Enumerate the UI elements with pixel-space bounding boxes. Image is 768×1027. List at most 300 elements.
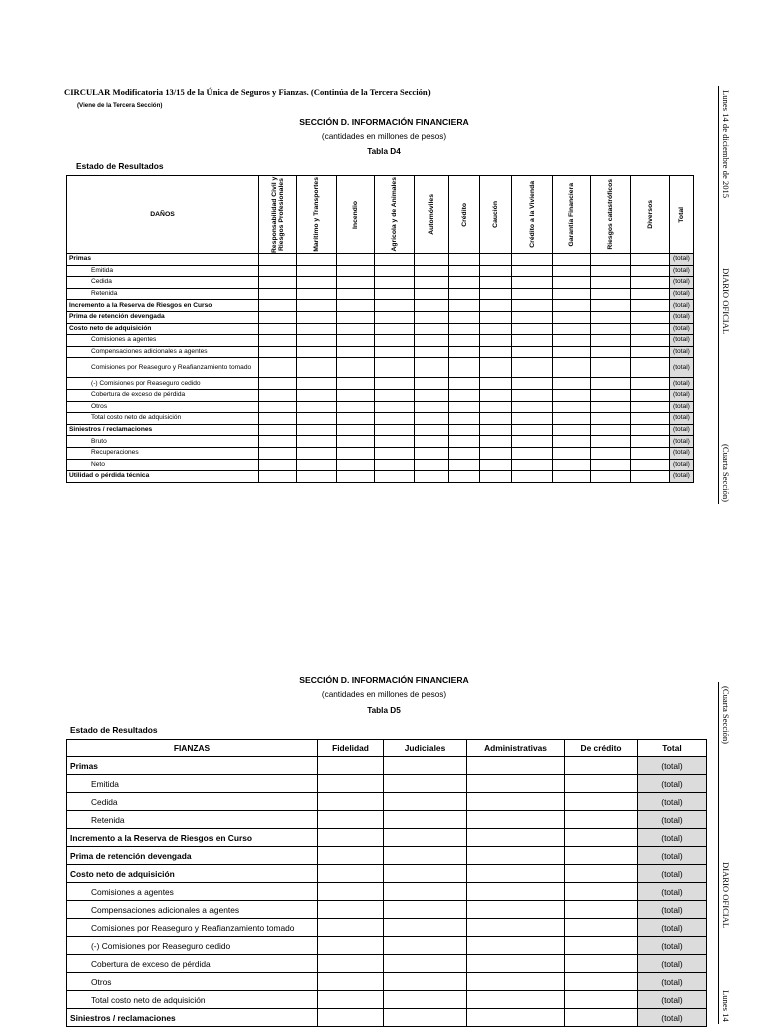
- d4-column-label: Incendio: [352, 200, 359, 229]
- side-date-bottom: Lunes 14: [721, 990, 731, 1022]
- value-cell[interactable]: [259, 378, 297, 390]
- value-cell[interactable]: [415, 447, 449, 459]
- value-cell[interactable]: [375, 401, 415, 413]
- value-cell[interactable]: [449, 459, 480, 471]
- value-cell[interactable]: [415, 413, 449, 425]
- value-cell[interactable]: [415, 300, 449, 312]
- value-cell[interactable]: [591, 277, 631, 289]
- value-cell[interactable]: [553, 288, 591, 300]
- value-cell[interactable]: [449, 346, 480, 358]
- value-cell[interactable]: [337, 335, 375, 347]
- value-cell[interactable]: [591, 300, 631, 312]
- total-cell: (total): [638, 775, 707, 793]
- value-cell[interactable]: [565, 829, 638, 847]
- d5-table-name: Tabla D5: [367, 706, 401, 715]
- value-cell[interactable]: [512, 335, 553, 347]
- value-cell[interactable]: [553, 335, 591, 347]
- value-cell[interactable]: [337, 254, 375, 266]
- value-cell[interactable]: [337, 378, 375, 390]
- value-cell[interactable]: [259, 459, 297, 471]
- value-cell[interactable]: [591, 401, 631, 413]
- value-cell[interactable]: [337, 413, 375, 425]
- value-cell[interactable]: [259, 346, 297, 358]
- value-cell[interactable]: [384, 937, 467, 955]
- value-cell[interactable]: [449, 300, 480, 312]
- value-cell[interactable]: [384, 811, 467, 829]
- value-cell[interactable]: [449, 447, 480, 459]
- value-cell[interactable]: [297, 277, 337, 289]
- value-cell[interactable]: [512, 300, 553, 312]
- value-cell[interactable]: [337, 311, 375, 323]
- value-cell[interactable]: [259, 401, 297, 413]
- value-cell[interactable]: [384, 775, 467, 793]
- value-cell[interactable]: [318, 847, 384, 865]
- value-cell[interactable]: [297, 358, 337, 378]
- value-cell[interactable]: [415, 459, 449, 471]
- value-cell[interactable]: [415, 254, 449, 266]
- value-cell[interactable]: [297, 471, 337, 483]
- value-cell[interactable]: [591, 323, 631, 335]
- value-cell[interactable]: [591, 358, 631, 378]
- value-cell[interactable]: [591, 413, 631, 425]
- value-cell[interactable]: [384, 847, 467, 865]
- value-cell[interactable]: [591, 254, 631, 266]
- value-cell[interactable]: [631, 288, 670, 300]
- value-cell[interactable]: [449, 436, 480, 448]
- row-label: Cobertura de exceso de pérdida: [67, 389, 259, 401]
- total-cell: (total): [638, 829, 707, 847]
- value-cell[interactable]: [512, 277, 553, 289]
- row-label: Otros: [67, 401, 259, 413]
- value-cell[interactable]: [297, 413, 337, 425]
- value-cell[interactable]: [591, 459, 631, 471]
- row-label: Siniestros / reclamaciones: [67, 1009, 318, 1027]
- value-cell[interactable]: [591, 436, 631, 448]
- value-cell[interactable]: [512, 413, 553, 425]
- row-label: Costo neto de adquisición: [67, 865, 318, 883]
- d4-column-label: Marítimo y Transportes: [313, 177, 320, 252]
- value-cell[interactable]: [375, 277, 415, 289]
- total-cell: (total): [638, 883, 707, 901]
- value-cell[interactable]: [553, 424, 591, 436]
- value-cell[interactable]: [337, 358, 375, 378]
- value-cell[interactable]: [467, 811, 565, 829]
- d5-statement-label: Estado de Resultados: [70, 725, 158, 735]
- value-cell[interactable]: [631, 378, 670, 390]
- value-cell[interactable]: [384, 757, 467, 775]
- value-cell[interactable]: [449, 323, 480, 335]
- value-cell[interactable]: [318, 973, 384, 991]
- table-row: [67, 254, 694, 266]
- value-cell[interactable]: [553, 346, 591, 358]
- value-cell[interactable]: [467, 757, 565, 775]
- value-cell[interactable]: [631, 358, 670, 378]
- row-label: Emitida: [67, 265, 259, 277]
- value-cell[interactable]: [337, 346, 375, 358]
- value-cell[interactable]: [565, 901, 638, 919]
- value-cell[interactable]: [318, 955, 384, 973]
- value-cell[interactable]: [375, 323, 415, 335]
- value-cell[interactable]: [337, 389, 375, 401]
- d5-column-header: Fidelidad: [318, 740, 384, 757]
- value-cell[interactable]: [591, 335, 631, 347]
- value-cell[interactable]: [512, 401, 553, 413]
- value-cell[interactable]: [480, 335, 512, 347]
- value-cell[interactable]: [631, 265, 670, 277]
- value-cell[interactable]: [337, 300, 375, 312]
- value-cell[interactable]: [565, 883, 638, 901]
- value-cell[interactable]: [631, 311, 670, 323]
- row-label: Retenida: [67, 288, 259, 300]
- value-cell[interactable]: [565, 955, 638, 973]
- value-cell[interactable]: [384, 973, 467, 991]
- value-cell[interactable]: [415, 323, 449, 335]
- value-cell[interactable]: [449, 288, 480, 300]
- value-cell[interactable]: [512, 254, 553, 266]
- value-cell[interactable]: [337, 265, 375, 277]
- value-cell[interactable]: [415, 311, 449, 323]
- value-cell[interactable]: [512, 358, 553, 378]
- value-cell[interactable]: [318, 811, 384, 829]
- value-cell[interactable]: [631, 300, 670, 312]
- value-cell[interactable]: [553, 311, 591, 323]
- value-cell[interactable]: [480, 436, 512, 448]
- value-cell[interactable]: [591, 471, 631, 483]
- value-cell[interactable]: [415, 265, 449, 277]
- value-cell[interactable]: [631, 447, 670, 459]
- value-cell[interactable]: [467, 955, 565, 973]
- value-cell[interactable]: [297, 311, 337, 323]
- value-cell[interactable]: [375, 300, 415, 312]
- value-cell[interactable]: [631, 277, 670, 289]
- value-cell[interactable]: [384, 901, 467, 919]
- value-cell[interactable]: [512, 265, 553, 277]
- value-cell[interactable]: [449, 378, 480, 390]
- value-cell[interactable]: [480, 424, 512, 436]
- value-cell[interactable]: [259, 288, 297, 300]
- value-cell[interactable]: [297, 389, 337, 401]
- row-label: Cedida: [67, 277, 259, 289]
- value-cell[interactable]: [337, 323, 375, 335]
- value-cell[interactable]: [553, 323, 591, 335]
- value-cell[interactable]: [631, 254, 670, 266]
- value-cell[interactable]: [415, 346, 449, 358]
- value-cell[interactable]: [591, 346, 631, 358]
- value-cell[interactable]: [591, 265, 631, 277]
- value-cell[interactable]: [384, 793, 467, 811]
- value-cell[interactable]: [415, 436, 449, 448]
- value-cell[interactable]: [553, 358, 591, 378]
- value-cell[interactable]: [337, 436, 375, 448]
- row-label: Total costo neto de adquisición: [67, 991, 318, 1009]
- value-cell[interactable]: [480, 300, 512, 312]
- value-cell[interactable]: [375, 358, 415, 378]
- value-cell[interactable]: [553, 389, 591, 401]
- value-cell[interactable]: [297, 265, 337, 277]
- value-cell[interactable]: [565, 937, 638, 955]
- value-cell[interactable]: [297, 335, 337, 347]
- value-cell[interactable]: [512, 436, 553, 448]
- value-cell[interactable]: [631, 471, 670, 483]
- value-cell[interactable]: [415, 401, 449, 413]
- value-cell[interactable]: [631, 389, 670, 401]
- value-cell[interactable]: [591, 288, 631, 300]
- value-cell[interactable]: [375, 459, 415, 471]
- value-cell[interactable]: [259, 358, 297, 378]
- value-cell[interactable]: [337, 401, 375, 413]
- row-label: Incremento a la Reserva de Riesgos en Curso: [67, 829, 318, 847]
- value-cell[interactable]: [449, 358, 480, 378]
- value-cell[interactable]: [480, 358, 512, 378]
- value-cell[interactable]: [449, 389, 480, 401]
- value-cell[interactable]: [480, 311, 512, 323]
- value-cell[interactable]: [375, 265, 415, 277]
- value-cell[interactable]: [415, 389, 449, 401]
- table-d4: [66, 175, 694, 483]
- value-cell[interactable]: [259, 413, 297, 425]
- value-cell[interactable]: [297, 424, 337, 436]
- value-cell[interactable]: [591, 378, 631, 390]
- value-cell[interactable]: [480, 346, 512, 358]
- total-cell: (total): [670, 288, 694, 300]
- value-cell[interactable]: [631, 323, 670, 335]
- value-cell[interactable]: [375, 447, 415, 459]
- value-cell[interactable]: [375, 254, 415, 266]
- value-cell[interactable]: [480, 413, 512, 425]
- value-cell[interactable]: [297, 436, 337, 448]
- table-row: [67, 335, 694, 347]
- value-cell[interactable]: [512, 471, 553, 483]
- value-cell[interactable]: [384, 865, 467, 883]
- value-cell[interactable]: [337, 288, 375, 300]
- value-cell[interactable]: [449, 401, 480, 413]
- value-cell[interactable]: [297, 401, 337, 413]
- value-cell[interactable]: [480, 288, 512, 300]
- value-cell[interactable]: [467, 829, 565, 847]
- value-cell[interactable]: [375, 378, 415, 390]
- value-cell[interactable]: [375, 471, 415, 483]
- value-cell[interactable]: [512, 424, 553, 436]
- value-cell[interactable]: [449, 335, 480, 347]
- value-cell[interactable]: [318, 883, 384, 901]
- value-cell[interactable]: [553, 265, 591, 277]
- value-cell[interactable]: [553, 459, 591, 471]
- value-cell[interactable]: [415, 277, 449, 289]
- value-cell[interactable]: [297, 346, 337, 358]
- value-cell[interactable]: [318, 757, 384, 775]
- value-cell[interactable]: [318, 919, 384, 937]
- value-cell[interactable]: [449, 311, 480, 323]
- row-label: Otros: [67, 973, 318, 991]
- value-cell[interactable]: [631, 335, 670, 347]
- value-cell[interactable]: [631, 436, 670, 448]
- value-cell[interactable]: [449, 471, 480, 483]
- side-paper-bottom: DIARIO OFICIAL: [721, 862, 731, 929]
- value-cell[interactable]: [297, 378, 337, 390]
- value-cell[interactable]: [467, 865, 565, 883]
- value-cell[interactable]: [415, 358, 449, 378]
- value-cell[interactable]: [467, 973, 565, 991]
- value-cell[interactable]: [631, 459, 670, 471]
- value-cell[interactable]: [337, 459, 375, 471]
- value-cell[interactable]: [565, 793, 638, 811]
- side-section-top: (Cuarta Sección): [721, 444, 731, 502]
- value-cell[interactable]: [337, 277, 375, 289]
- value-cell[interactable]: [375, 436, 415, 448]
- value-cell[interactable]: [480, 389, 512, 401]
- value-cell[interactable]: [384, 991, 467, 1009]
- value-cell[interactable]: [415, 378, 449, 390]
- value-cell[interactable]: [480, 277, 512, 289]
- value-cell[interactable]: [375, 413, 415, 425]
- value-cell[interactable]: [480, 401, 512, 413]
- value-cell[interactable]: [384, 955, 467, 973]
- value-cell[interactable]: [337, 447, 375, 459]
- table-row: [67, 265, 694, 277]
- value-cell[interactable]: [631, 424, 670, 436]
- value-cell[interactable]: [297, 323, 337, 335]
- value-cell[interactable]: [297, 254, 337, 266]
- value-cell[interactable]: [467, 991, 565, 1009]
- value-cell[interactable]: [318, 901, 384, 919]
- value-cell[interactable]: [375, 389, 415, 401]
- table-row: [67, 447, 694, 459]
- value-cell[interactable]: [318, 865, 384, 883]
- value-cell[interactable]: [565, 919, 638, 937]
- value-cell[interactable]: [415, 335, 449, 347]
- value-cell[interactable]: [259, 436, 297, 448]
- value-cell[interactable]: [384, 883, 467, 901]
- value-cell[interactable]: [297, 300, 337, 312]
- value-cell[interactable]: [553, 254, 591, 266]
- value-cell[interactable]: [337, 424, 375, 436]
- value-cell[interactable]: [259, 323, 297, 335]
- value-cell[interactable]: [512, 288, 553, 300]
- value-cell[interactable]: [591, 311, 631, 323]
- value-cell[interactable]: [467, 901, 565, 919]
- value-cell[interactable]: [565, 991, 638, 1009]
- value-cell[interactable]: [415, 424, 449, 436]
- value-cell[interactable]: [467, 883, 565, 901]
- table-row: [67, 793, 707, 811]
- value-cell[interactable]: [297, 288, 337, 300]
- value-cell[interactable]: [553, 447, 591, 459]
- value-cell[interactable]: [512, 323, 553, 335]
- value-cell[interactable]: [259, 389, 297, 401]
- value-cell[interactable]: [318, 937, 384, 955]
- value-cell[interactable]: [512, 378, 553, 390]
- table-row: [67, 424, 694, 436]
- value-cell[interactable]: [512, 346, 553, 358]
- value-cell[interactable]: [480, 459, 512, 471]
- value-cell[interactable]: [415, 471, 449, 483]
- value-cell[interactable]: [375, 424, 415, 436]
- value-cell[interactable]: [565, 865, 638, 883]
- value-cell[interactable]: [480, 378, 512, 390]
- value-cell[interactable]: [512, 447, 553, 459]
- value-cell[interactable]: [591, 389, 631, 401]
- d5-corner-header: FIANZAS: [67, 740, 318, 757]
- value-cell[interactable]: [449, 413, 480, 425]
- value-cell[interactable]: [631, 401, 670, 413]
- value-cell[interactable]: [467, 793, 565, 811]
- value-cell[interactable]: [297, 447, 337, 459]
- value-cell[interactable]: [259, 254, 297, 266]
- value-cell[interactable]: [449, 254, 480, 266]
- value-cell[interactable]: [337, 471, 375, 483]
- value-cell[interactable]: [259, 447, 297, 459]
- value-cell[interactable]: [631, 346, 670, 358]
- value-cell[interactable]: [591, 447, 631, 459]
- value-cell[interactable]: [512, 311, 553, 323]
- value-cell[interactable]: [553, 471, 591, 483]
- value-cell[interactable]: [384, 829, 467, 847]
- table-row: [67, 401, 694, 413]
- value-cell[interactable]: [318, 775, 384, 793]
- value-cell[interactable]: [259, 277, 297, 289]
- value-cell[interactable]: [565, 973, 638, 991]
- value-cell[interactable]: [480, 323, 512, 335]
- value-cell[interactable]: [565, 847, 638, 865]
- value-cell[interactable]: [259, 265, 297, 277]
- value-cell[interactable]: [318, 991, 384, 1009]
- value-cell[interactable]: [297, 459, 337, 471]
- table-row: [67, 829, 707, 847]
- value-cell[interactable]: [553, 300, 591, 312]
- value-cell[interactable]: [553, 401, 591, 413]
- value-cell[interactable]: [318, 829, 384, 847]
- value-cell[interactable]: [512, 459, 553, 471]
- value-cell[interactable]: [375, 311, 415, 323]
- value-cell[interactable]: [565, 757, 638, 775]
- value-cell[interactable]: [565, 811, 638, 829]
- value-cell[interactable]: [553, 436, 591, 448]
- value-cell[interactable]: [553, 277, 591, 289]
- value-cell[interactable]: [375, 288, 415, 300]
- value-cell[interactable]: [480, 447, 512, 459]
- value-cell[interactable]: [318, 793, 384, 811]
- value-cell[interactable]: [553, 378, 591, 390]
- d4-column-label: Responsabilidad Civil y Riesgos Profesionales: [270, 176, 285, 253]
- value-cell[interactable]: [449, 424, 480, 436]
- value-cell[interactable]: [553, 413, 591, 425]
- value-cell[interactable]: [384, 919, 467, 937]
- value-cell[interactable]: [375, 335, 415, 347]
- value-cell[interactable]: [259, 471, 297, 483]
- value-cell[interactable]: [467, 775, 565, 793]
- value-cell[interactable]: [259, 424, 297, 436]
- value-cell[interactable]: [512, 389, 553, 401]
- value-cell[interactable]: [449, 265, 480, 277]
- value-cell[interactable]: [565, 775, 638, 793]
- value-cell[interactable]: [259, 311, 297, 323]
- d4-column-header: [259, 176, 297, 254]
- value-cell[interactable]: [591, 424, 631, 436]
- value-cell[interactable]: [631, 413, 670, 425]
- table-row: [67, 901, 707, 919]
- value-cell[interactable]: [467, 937, 565, 955]
- value-cell[interactable]: [415, 288, 449, 300]
- value-cell[interactable]: [259, 300, 297, 312]
- value-cell[interactable]: [375, 346, 415, 358]
- value-cell[interactable]: [480, 254, 512, 266]
- value-cell[interactable]: [467, 847, 565, 865]
- value-cell[interactable]: [480, 265, 512, 277]
- value-cell[interactable]: [480, 471, 512, 483]
- value-cell[interactable]: [259, 335, 297, 347]
- value-cell[interactable]: [467, 919, 565, 937]
- value-cell[interactable]: [449, 277, 480, 289]
